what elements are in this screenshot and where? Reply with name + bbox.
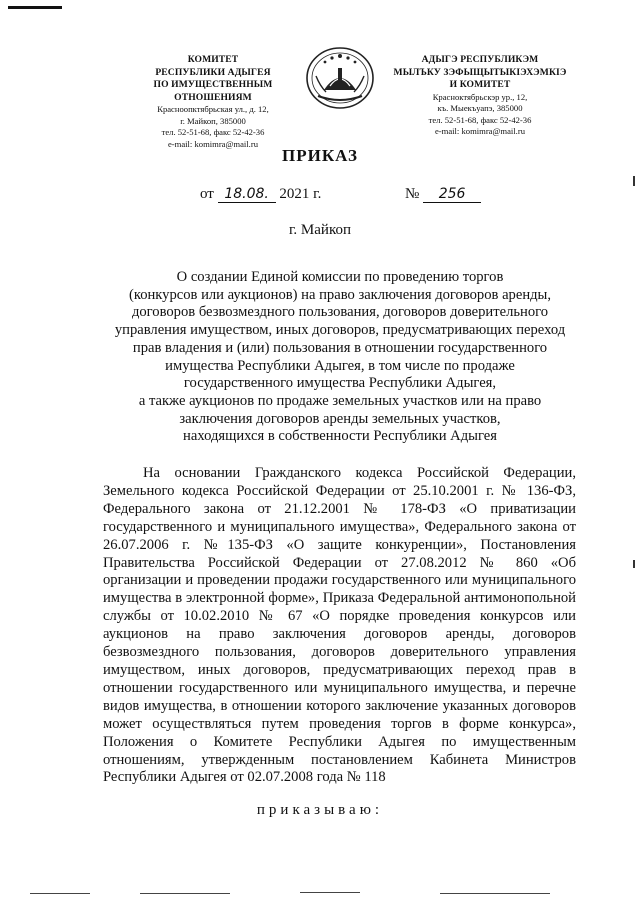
header-left-line3: ПО ИМУЩЕСТВЕННЫМ ОТНОШЕНИЯМ [153, 79, 273, 103]
header-right-address1: Красноктябрьскэр ур., 12, [432, 91, 528, 102]
header-right-address2: къ. Мыекъуапэ, 385000 [437, 103, 523, 113]
scan-artifact-mark [633, 176, 635, 186]
subject-line: договоров безвозмездного пользования, договоров доверительного [131, 304, 549, 321]
subject-line: государственного имущества Республики Адыгея, [183, 375, 497, 392]
header-left-phone: тел. 52-51-68, факс 52-42-36 [161, 127, 265, 137]
scan-artifact-mark [633, 560, 635, 568]
scan-artifact-bar [8, 6, 62, 9]
body-paragraph: На основании Гражданского кодекса Российской Федерации, Земельного кодекса Российской Федерации от 25.10.2001 г. № 136-ФЗ, Федерального закона от 21.12.2001 № 178-ФЗ «О приватизации государственного и муниципального имущества», Федерального закона от 26.07.2006 г. №135-ФЗ «О защите конкуренции», Постановления Правительства Российской Федерации от 27.08.2012 № 860 «Об организации и проведении продажи государственного или муниципального имущества в электронной форме», Приказа Федеральной антимонопольной службы от 10.02.2010 № 67 «О порядке проведения конкурсов или аукционов на право заключения договоров аренды, договоров безвозмездного пользования, договоров доверительного управления имуществом, иных договоров, предусматривающих переход прав в отношении государственного или муниципального имущества, и перечне видов имущества, в отношении которого заключение указанных договоров может осуществляться путем проведения торгов в форме конкурса», Положения о Комитете Республики Адыгея по имущественным отношениям, утвержденным постановлением Кабинета Министров Республики Адыгея от 02.07.2008 года № 118 [103, 465, 576, 786]
date-handwritten: 18.08. [218, 186, 276, 203]
number-sign: № [405, 186, 420, 202]
subject-line: (конкурсов или аукционов) на право заключения договоров аренды, [128, 286, 552, 303]
order-directive: приказываю: [256, 802, 384, 818]
header-right-email: e-mail: komimra@mail.ru [434, 126, 525, 136]
order-date [200, 186, 321, 203]
order-subject [100, 269, 580, 446]
header-right-phone: тел. 52-51-68, факс 52-42-36 [428, 114, 532, 125]
date-prefix: от [200, 186, 214, 202]
scan-artifact-line [30, 893, 90, 894]
subject-line: О создании Единой комиссии по проведению торгов [176, 269, 504, 285]
order-number [405, 186, 481, 203]
subject-line: а также аукционов по продаже земельных участков или на право [138, 392, 542, 409]
header-left-line2: РЕСПУБЛИКИ АДЫГЕЯ [155, 66, 271, 78]
header-left-email: e-mail: komimra@mail.ru [167, 138, 258, 149]
subject-line: имущества Республики Адыгея, в том числе по продаже [165, 357, 515, 374]
header-right-line1: АДЫГЭ РЕСПУБЛИКЭМ [421, 54, 539, 65]
subject-line: управления имуществом, иных договоров, предусматривающих переход [114, 322, 566, 339]
header-right-block [380, 54, 580, 138]
header-right-line2: МЫЛЪКУ ЗЭФЫЩЫТЫКIЭХЭМКIЭ [393, 66, 567, 78]
city-name: г. Майкоп [288, 222, 352, 238]
scan-artifact-line [440, 893, 550, 894]
header-left-address2: г. Майкоп, 385000 [180, 115, 246, 126]
scan-artifact-line [140, 893, 230, 894]
subject-line: прав владения и (или) пользования в отношении государственного [132, 339, 548, 356]
coat-of-arms-icon [304, 46, 376, 110]
header-left-address1: Красноопктябрьская ул., д. 12, [157, 104, 269, 114]
document-title: ПРИКАЗ [282, 146, 358, 165]
subject-line: заключения договоров аренды земельных участков, [179, 410, 501, 427]
scan-artifact-line [300, 892, 360, 893]
header-right-line3: И КОМИТЕТ [449, 79, 511, 90]
subject-line: находящихся в собственности Республики Адыгея [183, 428, 497, 445]
header-left-block [118, 54, 308, 150]
date-year: 2021 г. [279, 186, 322, 202]
number-handwritten: 256 [423, 186, 481, 203]
header-left-line1: КОМИТЕТ [187, 54, 239, 65]
